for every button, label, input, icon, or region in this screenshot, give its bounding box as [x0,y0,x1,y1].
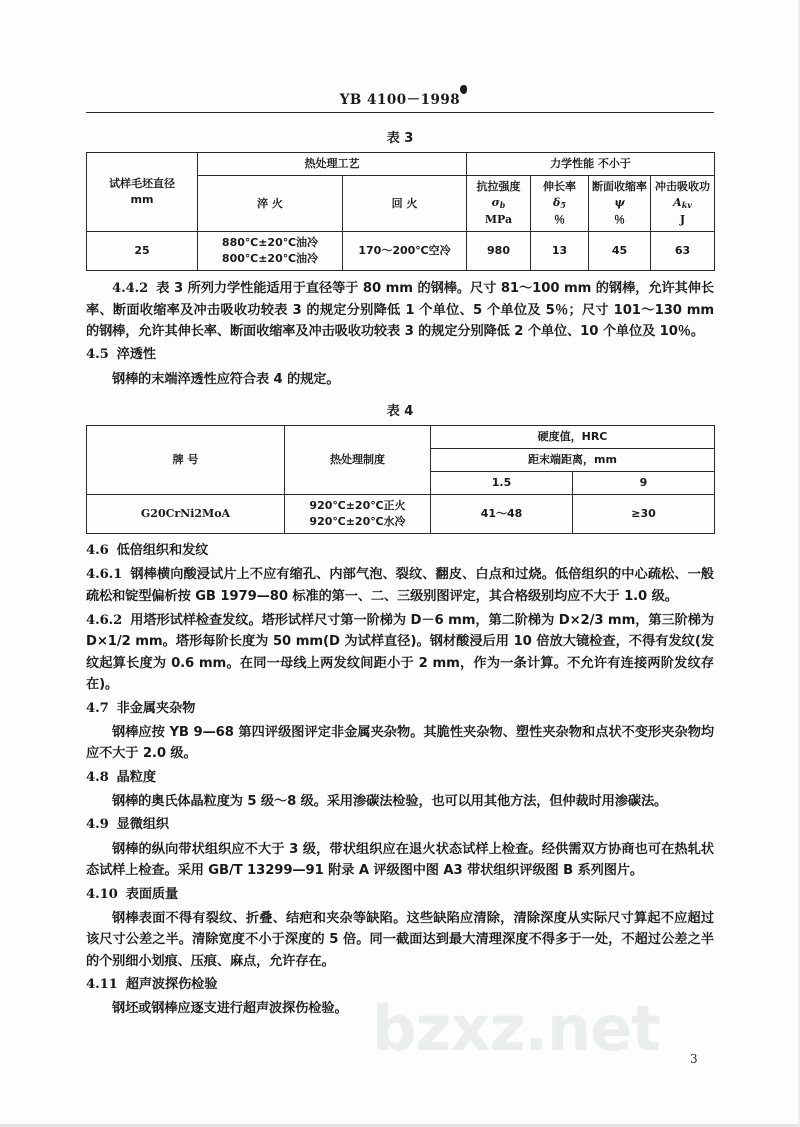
clause-4-4-2 [86,278,714,342]
standard-number: YB 4100－1998 [339,92,461,108]
table3-header-row-1 [87,153,715,176]
table3-heat-treatment-group: 热处理工艺 [198,153,467,176]
table4-cell-grade: G20CrNi2MoA [87,495,285,534]
table-row [87,495,715,534]
table3-cell-elongation: 13 [531,232,589,271]
page-number: 3 [690,1052,698,1066]
table3-elongation-symbol: $\delta_5$ [553,196,566,211]
table4-header-row-1 [87,426,715,449]
table3-specimen-diameter-unit: mm [130,193,154,207]
clause-4-6-1-number: 4.6.1 [86,567,123,583]
clause-4-11-title: 超声波探伤检验 [125,977,218,992]
table4-distance-group: 距末端距离，mm [431,449,715,472]
table3-col-tempering: 回 火 [343,175,467,232]
clause-4-7-title: 非金属夹杂物 [116,700,196,716]
table4-cell-hardness-1: 41～48 [431,495,573,534]
clause-4-9-body-text: 钢棒的纵向带状组织应不大于 3 级，带状组织应在退火状态试样上检查。经供需双方协商也可在热轧状态试样上检查。采用 GB/T 13299—91 附录 A 评级图中图 A3 带状组织评级图 B 系列图片。 [86,841,714,879]
table3 [86,152,715,271]
table3-tensile-unit: MPa [484,212,513,226]
clause-4-6-2 [86,610,714,696]
watermark: bzxz.net [372,992,660,1065]
clause-4-9 [86,814,714,835]
table3-cell-tempering: 170～200℃空冷 [343,232,467,271]
clause-4-5 [86,344,714,365]
clause-4-7-number: 4.7 [86,700,109,716]
clause-4-9-title: 显微组织 [116,817,170,833]
clause-4-11-body-text: 钢坯或钢棒应逐支进行超声波探伤检验。 [112,1001,348,1017]
table3-cell-quenching [198,232,343,271]
table3-col-specimen-diameter [87,153,198,232]
table4-col-distance-1: 1.5 [431,472,573,495]
table3-cell-reduction: 45 [589,232,651,271]
table3-reduction-symbol: ψ [614,196,625,210]
standard-header [86,0,714,108]
table3-mechanical-group: 力学性能 不小于 [467,153,715,176]
header-rule [86,112,714,113]
table4-col-grade: 牌 号 [87,426,285,495]
table3-cell-impact: 63 [651,232,715,271]
page-content [86,0,714,1020]
table3-caption: 表 3 [386,131,414,146]
clause-4-6-2-number: 4.6.2 [86,613,123,628]
clause-4-4-2-number: 4.4.2 [112,281,149,297]
table3-cell-diameter: 25 [87,232,198,271]
clause-4-6-2-text: 用塔形试样检查发纹。塔形试样尺寸第一阶梯为 D－6 mm，第二阶梯为 D×2/3 mm，第三阶梯为 D×1/2 mm。塔形每阶长度为 50 mm(D 为试样直径)。钢材酸浸后用 10 倍放大镜检查，不得有发纹(发纹起算长度为 0.6 mm。在同一母线上两发纹间距小于 2 mm，作为一条计算。不允许有连接两阶发纹存在)。 [86,613,714,693]
table4-caption: 表 4 [386,404,414,420]
table4-col-distance-2: 9 [573,472,715,495]
clause-4-10 [86,884,714,905]
table3-elongation-unit: ％ [554,212,565,226]
table3-reduction-unit: ％ [614,212,625,226]
table3-col-reduction-area [589,175,651,232]
clause-4-5-body [86,369,714,390]
table3-specimen-diameter-label: 试样毛坯直径 [109,177,175,191]
table3-col-impact-energy [651,175,715,232]
clause-4-10-body [86,908,714,972]
clause-4-6-1 [86,564,714,607]
clause-4-5-body-text: 钢棒的末端淬透性应符合表 4 的规定。 [112,371,340,387]
table3-impact-unit: J [679,212,686,226]
table3-reduction-name: 断面收缩率 [592,179,647,193]
table4-regime-line-2: 920℃±20℃水冷 [309,514,406,528]
table4-col-heat-treatment-regime: 热处理制度 [285,426,431,495]
table4-cell-regime [285,495,431,534]
table4-cell-hardness-2: ≥30 [573,495,715,534]
clause-4-8-number: 4.8 [86,769,109,785]
clause-4-6-number: 4.6 [86,542,109,558]
clause-4-5-title: 淬透性 [116,347,156,363]
table3-tensile-name: 抗拉强度 [476,179,521,193]
table3-col-tensile-strength [467,175,531,232]
clause-4-6-1-text: 钢棒横向酸浸试片上不应有缩孔、内部气泡、裂纹、翻皮、白点和过烧。低倍组织的中心疏松、一般疏松和锭型偏析按 GB 1979—80 标准的第一、二、三级别图评定，其合格级别均应不大于 1.0 级。 [86,567,714,604]
clause-4-7-body-text: 钢棒应按 YB 9—68 第四评级图评定非金属夹杂物。其脆性夹杂物、塑性夹杂物和点状不变形夹杂物均应不大于 2.0 级。 [86,724,714,762]
clause-4-10-number: 4.10 [86,886,118,902]
clause-4-11-number: 4.11 [86,977,118,992]
clause-4-6-title: 低倍组织和发纹 [116,542,209,558]
table3-tensile-symbol: $\sigma_b$ [491,196,506,211]
clause-4-9-number: 4.9 [86,817,109,833]
clause-4-6 [86,540,714,561]
clause-4-9-body [86,839,714,882]
table3-quench-line-1: 880℃±20℃油冷 [221,236,319,250]
table3-col-quenching: 淬 火 [198,175,343,232]
table3-cell-tensile: 980 [467,232,531,271]
clause-4-10-body-text: 钢棒表面不得有裂纹、折叠、结疤和夹杂等缺陷。这些缺陷应清除，清除深度从实际尺寸算起不应超过该尺寸公差之半。清除宽度不小于深度的 5 倍。同一截面达到最大清理深度不得多于一处，不超过公差之半的个别细小划痕、压痕、麻点，允许存在。 [86,910,714,969]
table4-regime-line-1: 920℃±20℃正火 [309,499,406,512]
clause-4-7 [86,698,714,719]
table4-hardness-group: 硬度值，HRC [431,426,715,449]
table4 [86,425,715,534]
table3-elongation-name: 伸长率 [543,179,576,193]
ink-blot-mark [460,85,467,94]
clause-4-4-2-text: 表 3 所列力学性能适用于直径等于 80 mm 的钢棒。尺寸 81～100 mm 的钢棒，允许其伸长率、断面收缩率及冲击吸收功较表 3 的规定分别降低 1 个单位、5 个单位及 5％；尺寸 101～130 mm 的钢棒，允许其伸长率、断面收缩率及冲击吸收功较表 3 的规定分别降低 2 个单位、10 个单位及 10％。 [86,281,714,340]
table3-impact-symbol: $A_{kv}$ [673,196,692,211]
clause-4-8 [86,767,714,788]
clause-4-8-body [86,791,714,812]
clause-4-5-number: 4.5 [86,347,109,363]
table3-quench-line-2: 800℃±20℃油冷 [221,252,319,266]
clause-4-8-body-text: 钢棒的奥氏体晶粒度为 5 级～8 级。采用渗碳法检验，也可以用其他方法，但仲裁时用渗碳法。 [112,794,668,809]
table3-impact-name: 冲击吸收功 [655,179,711,193]
clause-4-10-title: 表面质量 [125,886,179,902]
clause-4-7-body [86,722,714,765]
table-row [87,232,715,271]
clause-4-8-title: 晶粒度 [116,769,156,785]
table3-col-elongation [531,175,589,232]
